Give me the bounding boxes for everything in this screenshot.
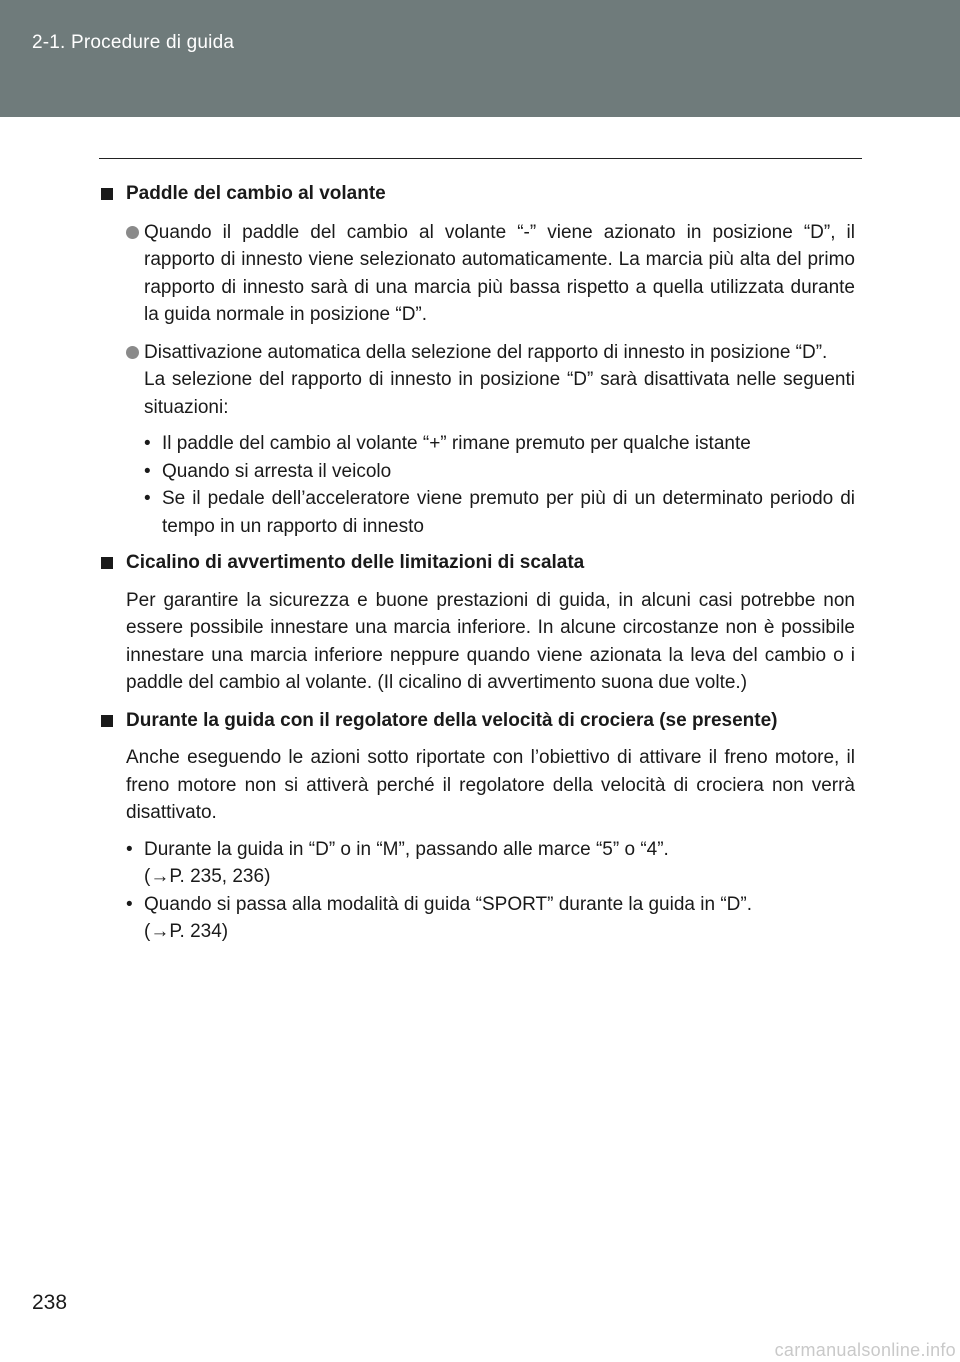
sub-item bbox=[99, 891, 855, 946]
bullet-mark: • bbox=[144, 433, 151, 454]
heading-text: Durante la guida con il regolatore della velocità di crociera (se presente) bbox=[126, 709, 778, 731]
bullet-text: Disattivazione automatica della selezione del rapporto di innesto in posizione “D”. bbox=[144, 341, 828, 363]
section-heading bbox=[99, 180, 855, 208]
sub-item-text: Quando si arresta il veicolo bbox=[162, 460, 392, 482]
bullet-mark: • bbox=[126, 838, 133, 860]
heading-text: Paddle del cambio al volante bbox=[126, 183, 386, 204]
divider bbox=[99, 158, 862, 159]
section-title: 2-1. Procedure di guida bbox=[32, 32, 235, 53]
round-bullet-icon bbox=[126, 346, 139, 359]
section-heading bbox=[99, 549, 855, 577]
section-heading bbox=[99, 707, 855, 735]
sub-item bbox=[99, 485, 855, 540]
square-bullet-icon bbox=[101, 557, 113, 569]
bullet-mark: • bbox=[126, 893, 133, 915]
list-item bbox=[99, 339, 855, 422]
bullet-mark: • bbox=[144, 460, 151, 482]
body-paragraph: Per garantire la sicurezza e buone prestazioni di guida, in alcuni casi potrebbe non essere possibile innestare una marcia inferiore. In alcune circostanze non è possibile innestare una marcia inferiore neppure quando viene azionata la leva del cambio o i paddle del cambio al volante. (Il cicalino di avvertimento suona due volte.) bbox=[126, 589, 855, 693]
body-paragraph bbox=[99, 744, 855, 827]
body-text: Anche eseguendo le azioni sotto riportate con l’obiettivo di attivare il freno motore, il freno motore non si attiverà perché il regolatore della velocità di crociera non verrà disattivato. bbox=[126, 747, 855, 823]
round-bullet-icon bbox=[126, 226, 139, 239]
sub-item-text: Il paddle del cambio al volante “+” rimane premuto per qualche istante bbox=[162, 433, 751, 454]
sub-item bbox=[99, 836, 855, 891]
sub-item-text: Quando si passa alla modalità di guida “SPORT” durante la guida in “D”. bbox=[144, 893, 752, 915]
sub-item bbox=[99, 430, 855, 458]
sub-item-text: Se il pedale dell’acceleratore viene premuto per più di un determinato periodo di tempo in un rapporto di innesto bbox=[162, 488, 855, 537]
bullet-text: Quando il paddle del cambio al volante “-” viene azionato in posizione “D”, il rapporto di innesto viene selezionato automaticamente. La marcia più alta del primo rapporto di innesto sarà di una marcia più bassa rispetto a quella utilizzata durante la guida normale in posizione “D”. bbox=[144, 221, 855, 325]
page-reference: (→P. 234) bbox=[144, 921, 229, 942]
page-content bbox=[99, 180, 855, 946]
square-bullet-icon bbox=[101, 188, 113, 200]
square-bullet-icon bbox=[101, 715, 113, 727]
bullet-mark: • bbox=[144, 488, 151, 509]
page-reference: (→P. 235, 236) bbox=[144, 866, 271, 887]
page-number: 238 bbox=[32, 1291, 68, 1314]
heading-text: Cicalino di avvertimento delle limitazioni di scalata bbox=[126, 552, 585, 573]
sub-item-text: Durante la guida in “D” o in “M”, passando alle marce “5” o “4”. bbox=[144, 838, 669, 860]
watermark: carmanualsonline.info bbox=[774, 1340, 956, 1360]
bullet-continuation: La selezione del rapporto di innesto in posizione “D” sarà disattivata nelle seguenti situazioni: bbox=[144, 369, 855, 418]
header-band bbox=[0, 0, 960, 117]
list-item bbox=[99, 219, 855, 329]
sub-item bbox=[99, 458, 855, 486]
